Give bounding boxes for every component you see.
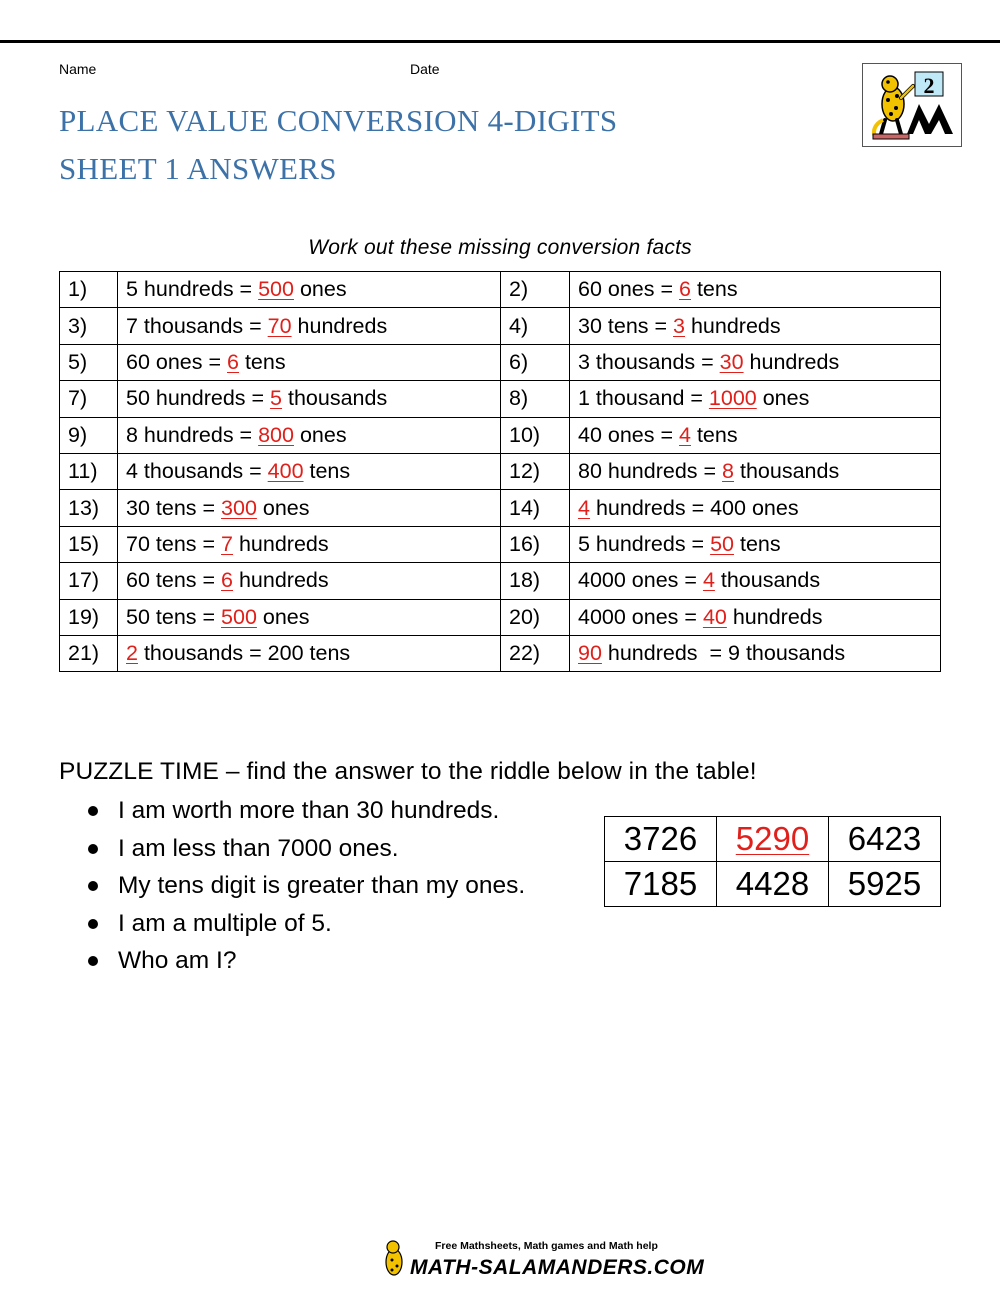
fact-text: 80 hundreds = — [578, 459, 723, 484]
riddle-clues — [88, 796, 525, 984]
answer-value: 800 — [258, 422, 294, 447]
footer-logo — [380, 1236, 705, 1284]
fact-text: 60 ones = — [126, 349, 228, 374]
fact-text: hundreds — [743, 349, 840, 374]
fact-text: thousands = 200 tens — [137, 641, 351, 666]
clue-text: Who am I? — [118, 947, 237, 974]
conversion-fact — [118, 344, 501, 380]
fact-text: hundreds = 400 ones — [589, 495, 799, 520]
conversion-fact — [118, 272, 501, 308]
question-number: 14) — [501, 490, 570, 526]
conversion-fact — [118, 417, 501, 453]
clue-text: I am a multiple of 5. — [118, 909, 332, 937]
fact-text: 1 thousand = — [578, 386, 709, 411]
question-number: 17) — [60, 563, 118, 599]
conversion-fact — [570, 272, 941, 308]
bullet-icon — [88, 844, 98, 854]
fact-text: 4000 ones = — [578, 604, 703, 629]
bullet-icon — [88, 806, 98, 816]
table-row — [60, 344, 941, 380]
answer-value: 4 — [702, 568, 715, 593]
conversion-fact — [118, 599, 501, 635]
footer-site-name: MATH-SALAMANDERS.COM — [410, 1256, 705, 1279]
table-row — [60, 308, 941, 344]
answer-value: 500 — [258, 277, 294, 302]
question-number: 11) — [60, 453, 118, 489]
table-row — [60, 272, 941, 308]
answer-value: 6 — [227, 349, 239, 374]
name-label: Name — [59, 61, 97, 77]
conversion-fact — [118, 563, 501, 599]
conversion-fact — [570, 526, 941, 562]
fact-text: hundreds — [233, 568, 329, 593]
question-number: 19) — [60, 599, 118, 635]
bullet-icon — [88, 919, 98, 929]
fact-text: tens — [734, 531, 781, 556]
question-number: 8) — [501, 381, 570, 417]
fact-text: 70 tens = — [126, 531, 222, 556]
fact-text: ones — [293, 422, 347, 447]
fact-text: tens — [690, 277, 738, 302]
answer-value: 4 — [578, 495, 590, 520]
question-number: 13) — [60, 490, 118, 526]
clue-text: I am worth more than 30 hundreds. — [118, 797, 500, 824]
question-number: 20) — [501, 599, 570, 635]
puzzle-answer-grid — [604, 816, 941, 907]
fact-text: hundreds — [685, 313, 781, 338]
grade-logo — [862, 63, 962, 147]
fact-text: 60 ones = — [578, 277, 680, 302]
table-row — [60, 599, 941, 635]
conversion-fact — [570, 417, 941, 453]
fact-text: 4 thousands = — [126, 459, 268, 484]
question-number: 1) — [60, 272, 118, 308]
question-number: 5) — [60, 344, 118, 380]
fact-text: 50 hundreds = — [126, 386, 271, 411]
table-row — [60, 490, 941, 526]
fact-text: 30 tens = — [126, 495, 222, 520]
answer-value: 6 — [221, 568, 233, 593]
question-number: 6) — [501, 344, 570, 380]
list-item — [88, 946, 525, 984]
question-number: 3) — [60, 308, 118, 344]
answer-value: 5 — [270, 386, 283, 411]
fact-text: hundreds = 9 thousands — [601, 641, 846, 666]
fact-text: 8 hundreds = — [126, 422, 259, 447]
fact-text: 30 tens = — [578, 313, 674, 338]
puzzle-cell: 5925 — [829, 862, 941, 907]
puzzle-cell: 3726 — [605, 817, 717, 862]
fact-text: 50 tens = — [126, 604, 222, 629]
top-rule — [0, 40, 1000, 43]
clue-text: My tens digit is greater than my ones. — [118, 872, 526, 899]
table-row — [60, 563, 941, 599]
answer-value: 2 — [126, 641, 138, 666]
answer-value: 70 — [267, 313, 292, 338]
answer-value: 7 — [221, 531, 233, 556]
puzzle-title: PUZZLE TIME – find the answer to the riddle below in the table! — [59, 758, 757, 785]
question-number: 4) — [501, 308, 570, 344]
list-item — [88, 796, 525, 834]
fact-text: ones — [256, 495, 310, 520]
page-subtitle: SHEET 1 ANSWERS — [59, 151, 337, 186]
salamander-logo-icon — [863, 64, 961, 146]
fact-text: tens — [303, 459, 351, 484]
puzzle-answer-cell: 5290 — [717, 817, 829, 862]
puzzle-cell: 4428 — [717, 862, 829, 907]
answer-value: 1000 — [708, 386, 757, 411]
table-row — [60, 453, 941, 489]
list-item — [88, 909, 525, 947]
conversion-fact — [570, 563, 941, 599]
question-number: 10) — [501, 417, 570, 453]
question-number: 12) — [501, 453, 570, 489]
conversion-fact — [570, 635, 941, 671]
fact-text: hundreds — [726, 604, 823, 629]
answer-value: 50 — [710, 531, 735, 556]
conversion-fact — [570, 381, 941, 417]
fact-text: 5 hundreds = — [126, 277, 259, 302]
list-item — [88, 834, 525, 872]
fact-text: 7 thousands = — [126, 313, 268, 338]
fact-text: 60 tens = — [126, 568, 222, 593]
fact-text: thousands — [734, 459, 840, 484]
date-label: Date — [410, 61, 440, 77]
fact-text: 3 thousands = — [578, 349, 720, 374]
fact-text: hundreds — [233, 531, 329, 556]
answer-value: 40 — [702, 604, 727, 629]
question-number: 22) — [501, 635, 570, 671]
table-row — [605, 817, 941, 862]
answer-value: 400 — [267, 459, 304, 484]
fact-text: ones — [293, 277, 347, 302]
table-row — [60, 635, 941, 671]
table-row — [605, 862, 941, 907]
puzzle-cell: 7185 — [605, 862, 717, 907]
question-number: 21) — [60, 635, 118, 671]
puzzle-cell: 6423 — [829, 817, 941, 862]
footer-tagline: Free Mathsheets, Math games and Math help — [435, 1240, 658, 1252]
fact-text: 5 hundreds = — [578, 531, 711, 556]
conversion-fact — [118, 490, 501, 526]
list-item — [88, 871, 525, 909]
fact-text: 40 ones = — [578, 422, 680, 447]
answer-value: 6 — [679, 277, 691, 302]
conversion-facts-table — [59, 271, 941, 672]
conversion-fact — [570, 599, 941, 635]
table-row — [60, 526, 941, 562]
answer-value: 8 — [722, 459, 735, 484]
page-title: PLACE VALUE CONVERSION 4-DIGITS — [59, 103, 618, 138]
answer-value: 90 — [578, 641, 602, 666]
table-row — [60, 417, 941, 453]
question-number: 9) — [60, 417, 118, 453]
fact-text: tens — [238, 349, 286, 374]
table-row — [60, 381, 941, 417]
question-number: 7) — [60, 381, 118, 417]
answer-value: 500 — [221, 604, 257, 629]
question-number: 2) — [501, 272, 570, 308]
conversion-fact — [118, 635, 501, 671]
logo-grade-number: 2 — [923, 73, 935, 98]
conversion-fact — [570, 308, 941, 344]
bullet-icon — [88, 956, 98, 966]
conversion-fact — [570, 344, 941, 380]
bullet-icon — [88, 881, 98, 891]
conversion-fact — [118, 381, 501, 417]
answer-value: 30 — [719, 349, 744, 374]
question-number: 16) — [501, 526, 570, 562]
fact-text: thousands — [714, 568, 821, 593]
answer-value: 300 — [221, 495, 257, 520]
fact-text: ones — [256, 604, 310, 629]
fact-text: 4000 ones = — [578, 568, 703, 593]
conversion-fact — [118, 453, 501, 489]
conversion-fact — [570, 453, 941, 489]
fact-text: ones — [756, 386, 810, 411]
clue-text: I am less than 7000 ones. — [118, 834, 399, 862]
question-number: 15) — [60, 526, 118, 562]
answer-value: 4 — [679, 422, 691, 447]
conversion-fact — [570, 490, 941, 526]
answer-value: 3 — [673, 313, 685, 338]
fact-text: thousands — [282, 386, 388, 411]
fact-text: tens — [690, 422, 738, 447]
conversion-fact — [118, 526, 501, 562]
salamander-footer-icon — [380, 1236, 410, 1282]
question-number: 18) — [501, 563, 570, 599]
conversion-fact — [118, 308, 501, 344]
instruction-text: Work out these missing conversion facts — [308, 236, 692, 259]
fact-text: hundreds — [291, 313, 388, 338]
